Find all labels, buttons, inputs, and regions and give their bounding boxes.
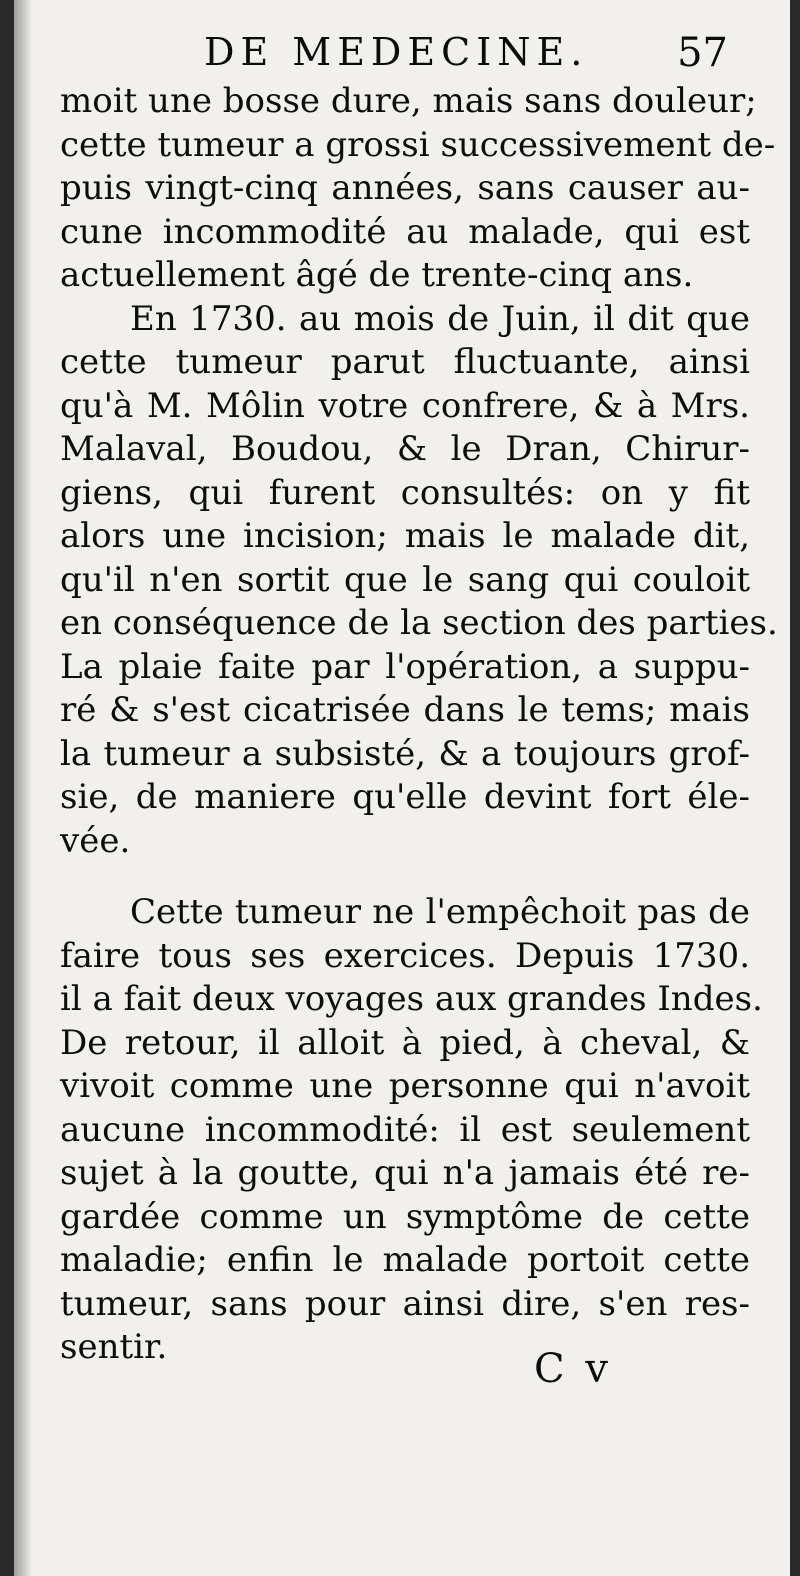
paragraph-1: [60, 80, 776, 298]
paragraph-2: [60, 298, 778, 864]
text-line: en conséquence de la section des parties.: [60, 603, 778, 643]
body-text: [60, 80, 778, 1370]
text-line: tumeur, sans pour ainsi dire, s'en res-: [60, 1283, 750, 1324]
spine-shadow: [14, 0, 32, 1576]
text-line: puis vingt-cinq années, sans causer au-: [60, 168, 750, 208]
signature-mark: C v: [534, 1346, 612, 1392]
text-line: vée.: [60, 820, 131, 861]
text-line: La plaie faite par l'opération, a suppu-: [60, 646, 750, 687]
text-line: En 1730. au mois de Juin, il dit que: [130, 298, 750, 339]
text-line: qu'à M. Môlin votre confrere, & à Mrs.: [60, 385, 750, 426]
text-line: il a fait deux voyages aux grandes Indes.: [60, 979, 763, 1019]
text-line: maladie; enfin le malade portoit cette: [60, 1240, 750, 1280]
text-line: Malaval, Boudou, & le Dran, Chirur-: [60, 429, 750, 469]
text-line: la tumeur a subsisté, & a toujours grof-: [60, 733, 750, 774]
text-line: ré & s'est cicatrisée dans le tems; mais: [60, 690, 750, 730]
paragraph-gap: [60, 863, 750, 891]
text-line: faire tous ses exercices. Depuis 1730.: [60, 935, 750, 976]
text-line: sujet à la goutte, qui n'a jamais été re-: [60, 1153, 750, 1193]
text-line: sie, de maniere qu'elle devint fort éle-: [60, 777, 750, 817]
text-line: alors une incision; mais le malade dit,: [60, 516, 750, 556]
text-line: qu'il n'en sortit que le sang qui couloit: [60, 559, 750, 600]
text-line: moit une bosse dure, mais sans douleur;: [60, 81, 757, 121]
running-title: DE MEDECINE.: [204, 30, 589, 74]
text-line: cette tumeur a grossi successivement de-: [60, 124, 776, 165]
text-line: Cette tumeur ne l'empêchoit pas de: [130, 892, 750, 932]
text-line: sentir.: [60, 1327, 168, 1367]
text-line: gardée comme un symptôme de cette: [60, 1196, 750, 1237]
page-number: 57: [677, 30, 728, 76]
text-line: cette tumeur parut fluctuante, ainsi: [60, 342, 750, 382]
text-line: De retour, il alloit à pied, à cheval, &: [60, 1022, 750, 1063]
page-header: [14, 30, 790, 78]
text-line: actuellement âgé de trente-cinq ans.: [60, 255, 694, 295]
book-page: [14, 0, 790, 1576]
text-line: giens, qui furent consultés: on y fit: [60, 472, 750, 513]
text-line: aucune incommodité: il est seulement: [60, 1109, 750, 1150]
paragraph-3: [60, 891, 763, 1370]
text-line: cune incommodité au malade, qui est: [60, 211, 750, 252]
text-line: vivoit comme une personne qui n'avoit: [60, 1066, 750, 1106]
